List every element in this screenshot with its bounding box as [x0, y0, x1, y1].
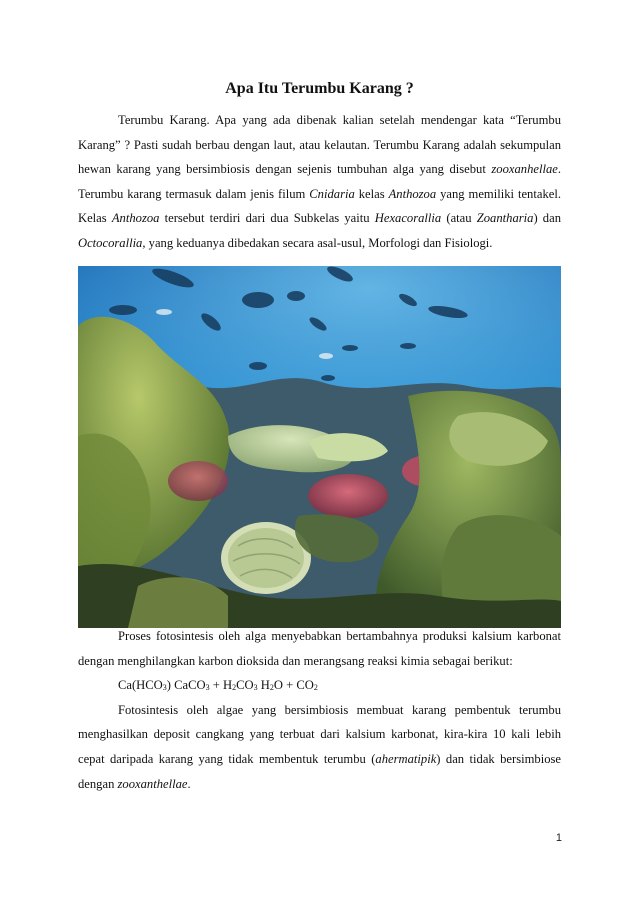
- italic-term: zooxanhellae: [491, 162, 558, 177]
- italic-term: Anthozoa: [111, 211, 160, 226]
- formula-subscript: 3: [162, 683, 167, 693]
- intro-paragraph: [78, 108, 561, 256]
- text-run: ) dan tidak bersimbiose dengan: [78, 751, 561, 791]
- page-number: 1: [555, 832, 562, 844]
- formula-part: CO: [236, 678, 254, 693]
- text-run: . Terumbu karang termasuk dalam jenis filum: [78, 162, 561, 201]
- formula-part: H: [257, 678, 270, 693]
- formula-part: O + CO: [273, 678, 314, 693]
- formula-part: + H: [209, 678, 233, 693]
- paragraph-2: Proses fotosintesis oleh alga menyebabkan bertambahnya produksi kalsium karbonat dengan menghilangkan karbon dioksida dan merangsang reaksi kimia sebagai berikut:: [78, 629, 561, 668]
- body-section: [78, 624, 561, 796]
- formula-subscript: 3: [205, 683, 210, 693]
- paragraph-3: [78, 698, 561, 796]
- chemical-formula: [78, 673, 561, 698]
- text-run: .: [187, 776, 191, 791]
- italic-term: Hexacorallia: [374, 211, 442, 226]
- formula-subscript: 3: [253, 683, 258, 693]
- text-run: yang memiliki tentakel. Kelas: [78, 186, 561, 226]
- coral-reef-photo: [78, 266, 561, 628]
- formula-part: ) CaCO: [166, 678, 206, 693]
- italic-term: Anthozoa: [388, 186, 437, 201]
- italic-term: zooxanthellae: [117, 776, 188, 791]
- italic-term: Zoantharia: [476, 211, 534, 226]
- text-run: ) dan: [533, 211, 561, 226]
- text-run: Terumbu Karang. Apa yang ada dibenak kalian setelah mendengar kata “Terumbu Karang” ? Pasti sudah berbau dengan laut, atau kelautan. Terumbu Karang adalah sekumpulan hewan karang yang bersimbiosis dengan sejenis tumbuhan alga yang disebut: [78, 113, 561, 177]
- paragraph-1: [78, 108, 561, 256]
- formula-subscript: 2: [269, 683, 274, 693]
- text-run: (atau: [441, 211, 477, 226]
- text-run: , yang keduanya dibedakan secara asal-usul, Morfologi dan Fisiologi.: [142, 235, 493, 250]
- text-run: kelas: [354, 186, 389, 201]
- formula-subscript: 2: [232, 683, 237, 693]
- italic-term: Cnidaria: [309, 186, 355, 201]
- text-run: Fotosintesis oleh algae yang bersimbiosis membuat karang pembentuk terumbu menghasilkan deposit cangkang yang terbuat dari kalsium karbonat, kira-kira 10 kali lebih cepat daripada karang yang tidak membentuk terumbu (: [78, 702, 561, 766]
- formula-subscript: 2: [313, 683, 318, 693]
- formula-part: Ca(HCO: [118, 678, 163, 693]
- italic-term: Octocorallia: [78, 235, 143, 250]
- page-title: Apa Itu Terumbu Karang ?: [225, 80, 414, 97]
- italic-term: ahermatipik: [375, 751, 437, 766]
- text-run: tersebut terdiri dari dua Subkelas yaitu: [159, 211, 375, 226]
